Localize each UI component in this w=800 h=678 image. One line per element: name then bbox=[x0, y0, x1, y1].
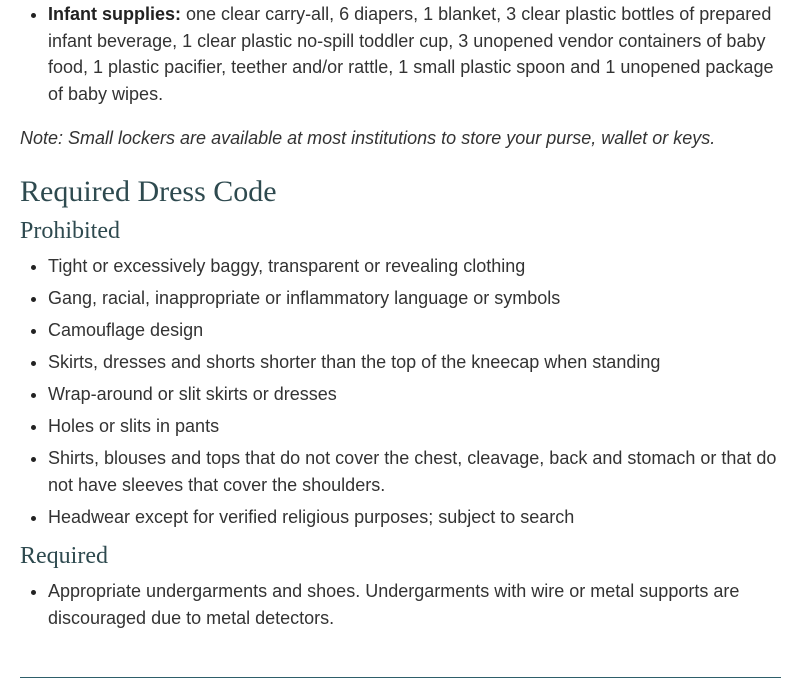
dress-code-heading: Required Dress Code bbox=[20, 175, 277, 208]
list-item: • Skirts, dresses and shorts shorter than the top of the kneecap when standing bbox=[48, 349, 780, 376]
list-item: • Camouflage design bbox=[48, 317, 780, 344]
lockers-note: Note: Small lockers are available at most institutions to store your purse, wallet or keys. bbox=[20, 128, 716, 148]
prohibited-list bbox=[20, 253, 780, 530]
infant-supplies-label: Infant supplies: bbox=[48, 4, 182, 24]
list-item: • Headwear except for verified religious purposes; subject to search bbox=[48, 504, 780, 531]
visit-items-list bbox=[20, 1, 780, 107]
list-item: • Shirts, blouses and tops that do not cover the chest, cleavage, back and stomach or that do not have sleeves that cover the shoulders. bbox=[48, 445, 780, 498]
list-item-infant-supplies bbox=[48, 1, 780, 107]
list-item: • Holes or slits in pants bbox=[48, 413, 780, 440]
infant-supplies-text: one clear carry-all, 6 diapers, 1 blanket, 3 clear plastic bottles of prepared infant beverage, 1 clear plastic no-spill toddler cup, 3 unopened vendor containers of baby food, 1 plastic pacifier, teether and/or rattle, 1 small plastic spoon and 1 unopened package of baby wipes. bbox=[48, 4, 774, 104]
required-list bbox=[20, 578, 780, 631]
list-item: • Wrap-around or slit skirts or dresses bbox=[48, 381, 780, 408]
prohibited-heading: Prohibited bbox=[20, 218, 120, 244]
list-item: • Appropriate undergarments and shoes. Undergarments with wire or metal supports are discouraged due to metal detectors. bbox=[48, 578, 780, 631]
list-item: • Tight or excessively baggy, transparent or revealing clothing bbox=[48, 253, 780, 280]
required-heading: Required bbox=[20, 543, 108, 569]
page-content bbox=[20, 0, 780, 637]
list-item: • Gang, racial, inappropriate or inflammatory language or symbols bbox=[48, 285, 780, 312]
